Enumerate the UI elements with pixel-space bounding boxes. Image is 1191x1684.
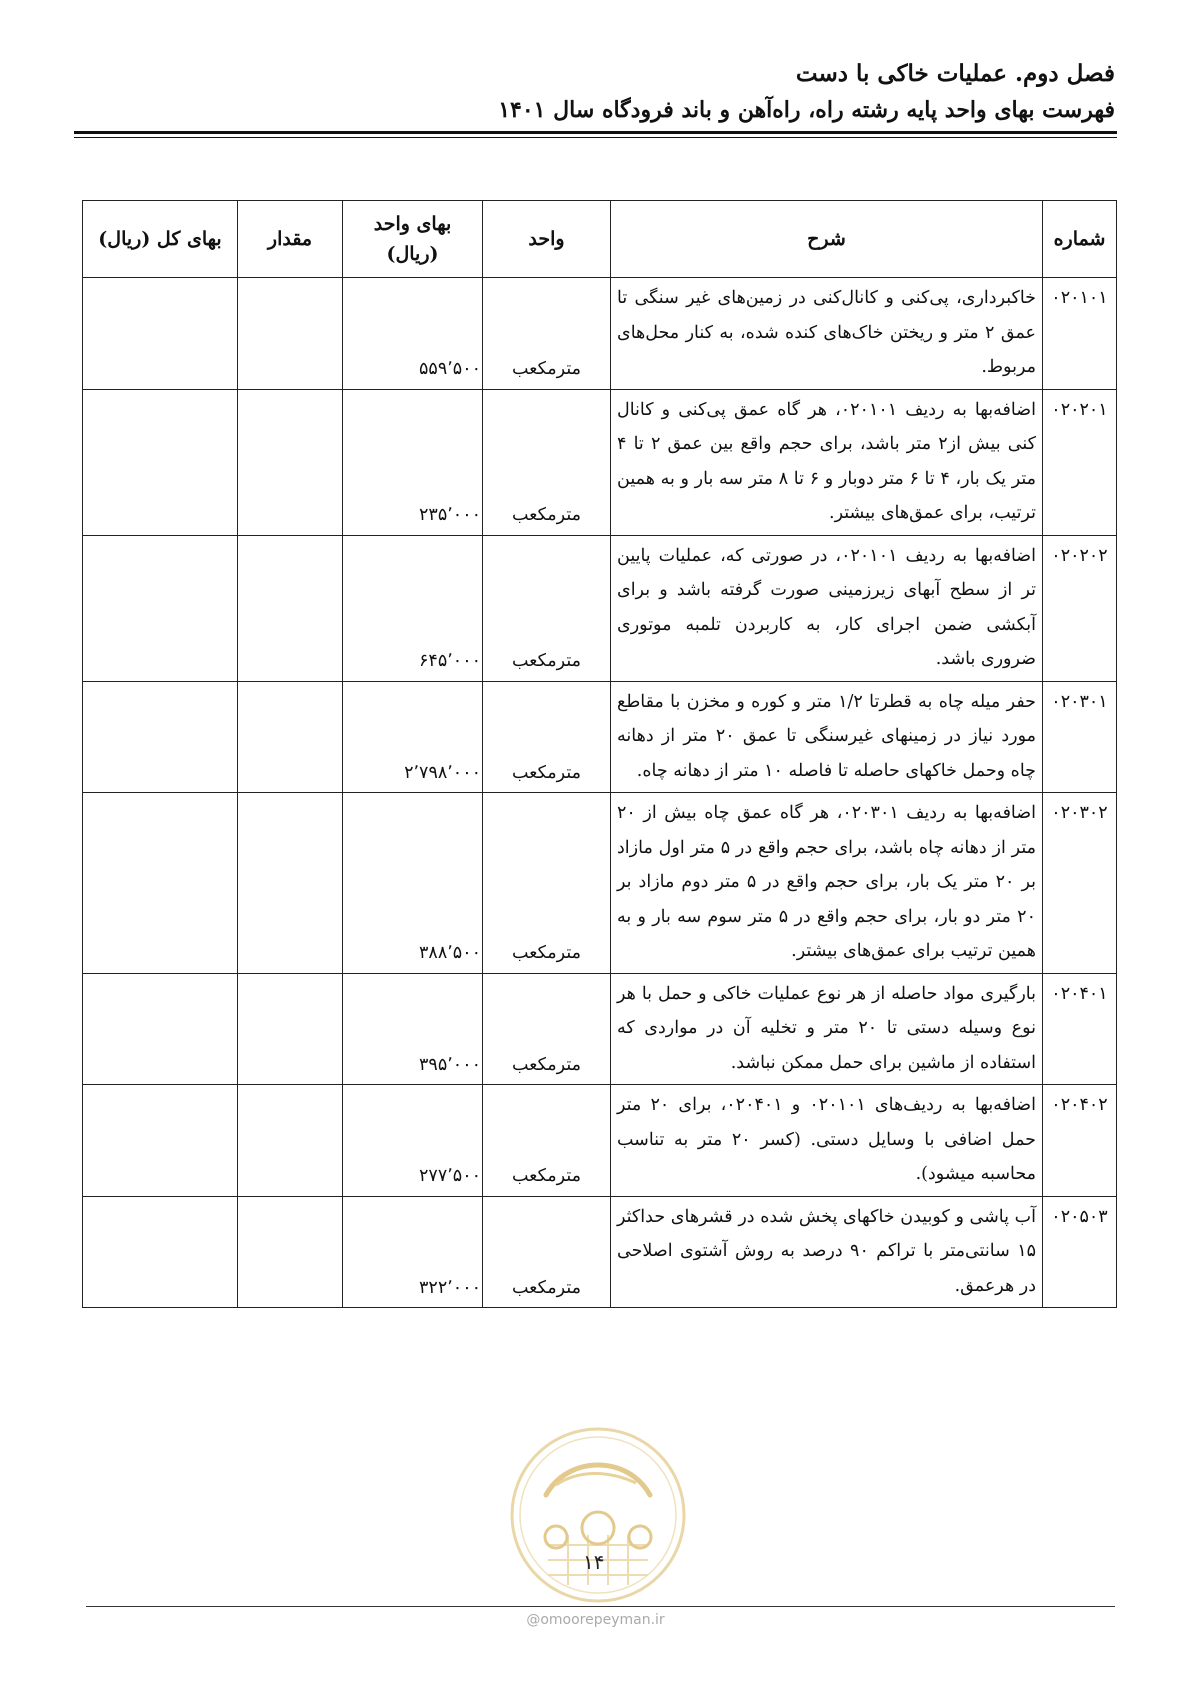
price-list-table [82,200,1117,1308]
header-number: شماره [1043,201,1117,278]
row-total-price[interactable] [83,535,238,681]
row-total-price[interactable] [83,1196,238,1308]
row-total-price[interactable] [83,973,238,1085]
row-number: ۰۲۰۴۰۱ [1043,973,1117,1085]
row-quantity[interactable] [238,793,343,974]
table-row [83,1085,1117,1197]
website-watermark: @omoorepeyman.ir [526,1612,665,1628]
row-quantity[interactable] [238,535,343,681]
row-total-price[interactable] [83,278,238,390]
row-quantity[interactable] [238,973,343,1085]
row-unit-price: ۲۷۷٬۵۰۰ [343,1085,483,1197]
row-number: ۰۲۰۵۰۳ [1043,1196,1117,1308]
table-row [83,535,1117,681]
row-number: ۰۲۰۱۰۱ [1043,278,1117,390]
table-row [83,389,1117,535]
row-unit: مترمکعب [483,973,611,1085]
header-unit-price-label: بهای واحد [373,213,452,235]
row-quantity[interactable] [238,1085,343,1197]
row-description: حفر میله چاه به قطرتا ۱/۲ متر و کوره و مخزن با مقاطع مورد نیاز در زمینهای غیرسنگی تا عمق ۲۰ متر از دهانه چاه وحمل خاکهای حاصله تا فاصله ۱۰ متر از دهانه چاه. [611,681,1043,793]
row-total-price[interactable] [83,681,238,793]
header-rule-thin [74,137,1117,138]
row-unit: مترمکعب [483,535,611,681]
table-row [83,973,1117,1085]
table-row [83,1196,1117,1308]
header-unit-price-currency: (ریال) [386,243,439,265]
row-number: ۰۲۰۴۰۲ [1043,1085,1117,1197]
row-number: ۰۲۰۳۰۱ [1043,681,1117,793]
row-description: بارگیری مواد حاصله از هر نوع عملیات خاکی و حمل با هر نوع وسیله دستی تا ۲۰ متر و تخلیه آن در مواردی که استفاده از ماشین برای حمل ممکن نباشد. [611,973,1043,1085]
header-total-price: بهای کل (ریال) [83,201,238,278]
row-description: اضافه‌بها به ردیف‌های ۰۲۰۱۰۱ و ۰۲۰۴۰۱، برای ۲۰ متر حمل اضافی با وسایل دستی. (کسر ۲۰ متر به تناسب محاسبه میشود). [611,1085,1043,1197]
document-title: فهرست بهای واحد پایه رشته راه، راه‌آهن و باند فرودگاه سال ۱۴۰۱ [498,97,1115,123]
row-unit: مترمکعب [483,278,611,390]
table-row [83,681,1117,793]
row-unit-price: ۳۲۲٬۰۰۰ [343,1196,483,1308]
table-header-row [83,201,1117,278]
row-unit: مترمکعب [483,1196,611,1308]
row-description: آب پاشی و کوبیدن خاکهای پخش شده در قشرهای حداکثر ۱۵ سانتی‌متر با تراکم ۹۰ درصد به روش آشتوی اصلاحی در هرعمق. [611,1196,1043,1308]
header-description: شرح [611,201,1043,278]
row-unit-price: ۶۴۵٬۰۰۰ [343,535,483,681]
header-unit: واحد [483,201,611,278]
row-unit-price: ۲۳۵٬۰۰۰ [343,389,483,535]
table-row [83,793,1117,974]
row-total-price[interactable] [83,389,238,535]
row-description: اضافه‌بها به ردیف ۰۲۰۳۰۱، هر گاه عمق چاه بیش از ۲۰ متر از دهانه چاه باشد، برای حجم واقع در ۵ متر اول مازاد بر ۲۰ متر یک بار، برای حجم واقع در ۵ متر دوم مازاد بر ۲۰ متر دو بار، برای حجم واقع در ۵ متر سوم سه بار و به همین ترتیب برای عمق‌های بیشتر. [611,793,1043,974]
chapter-title: فصل دوم. عملیات خاکی با دست [795,60,1115,87]
table-row [83,278,1117,390]
footer-rule [86,1606,1115,1607]
row-quantity[interactable] [238,1196,343,1308]
watermark-stamp-logo [508,1425,688,1605]
row-description: اضافه‌بها به ردیف ۰۲۰۱۰۱، هر گاه عمق پی‌کنی و کانال کنی بیش از۲ متر باشد، برای حجم واقع بین عمق ۲ تا ۴ متر یک بار، ۴ تا ۶ متر دوبار و ۶ تا ۸ متر سه بار و به همین ترتیب، برای عمق‌های بیشتر. [611,389,1043,535]
row-unit: مترمکعب [483,793,611,974]
row-unit-price: ۳۸۸٬۵۰۰ [343,793,483,974]
row-quantity[interactable] [238,278,343,390]
row-total-price[interactable] [83,1085,238,1197]
header-quantity: مقدار [238,201,343,278]
page-header [75,56,1115,128]
row-total-price[interactable] [83,793,238,974]
row-unit-price: ۳۹۵٬۰۰۰ [343,973,483,1085]
row-unit: مترمکعب [483,1085,611,1197]
row-unit: مترمکعب [483,681,611,793]
row-number: ۰۲۰۲۰۲ [1043,535,1117,681]
row-unit-price: ۵۵۹٬۵۰۰ [343,278,483,390]
row-unit: مترمکعب [483,389,611,535]
row-number: ۰۲۰۲۰۱ [1043,389,1117,535]
row-number: ۰۲۰۳۰۲ [1043,793,1117,974]
header-unit-price [343,201,483,278]
page-number: ۱۴ [583,1550,605,1574]
header-rule-thick [74,131,1117,134]
row-description: اضافه‌بها به ردیف ۰۲۰۱۰۱، در صورتی که، عملیات پایین تر از سطح آبهای زیرزمینی صورت گرفته باشد و برای آبکشی ضمن اجرای کار، به کاربردن تلمبه موتوری ضروری باشد. [611,535,1043,681]
row-unit-price: ۲٬۷۹۸٬۰۰۰ [343,681,483,793]
row-quantity[interactable] [238,681,343,793]
row-quantity[interactable] [238,389,343,535]
row-description: خاکبرداری، پی‌کنی و کانال‌کنی در زمین‌های غیر سنگی تا عمق ۲ متر و ریختن خاک‌های کنده شده، به کنار محل‌های مربوط. [611,278,1043,390]
